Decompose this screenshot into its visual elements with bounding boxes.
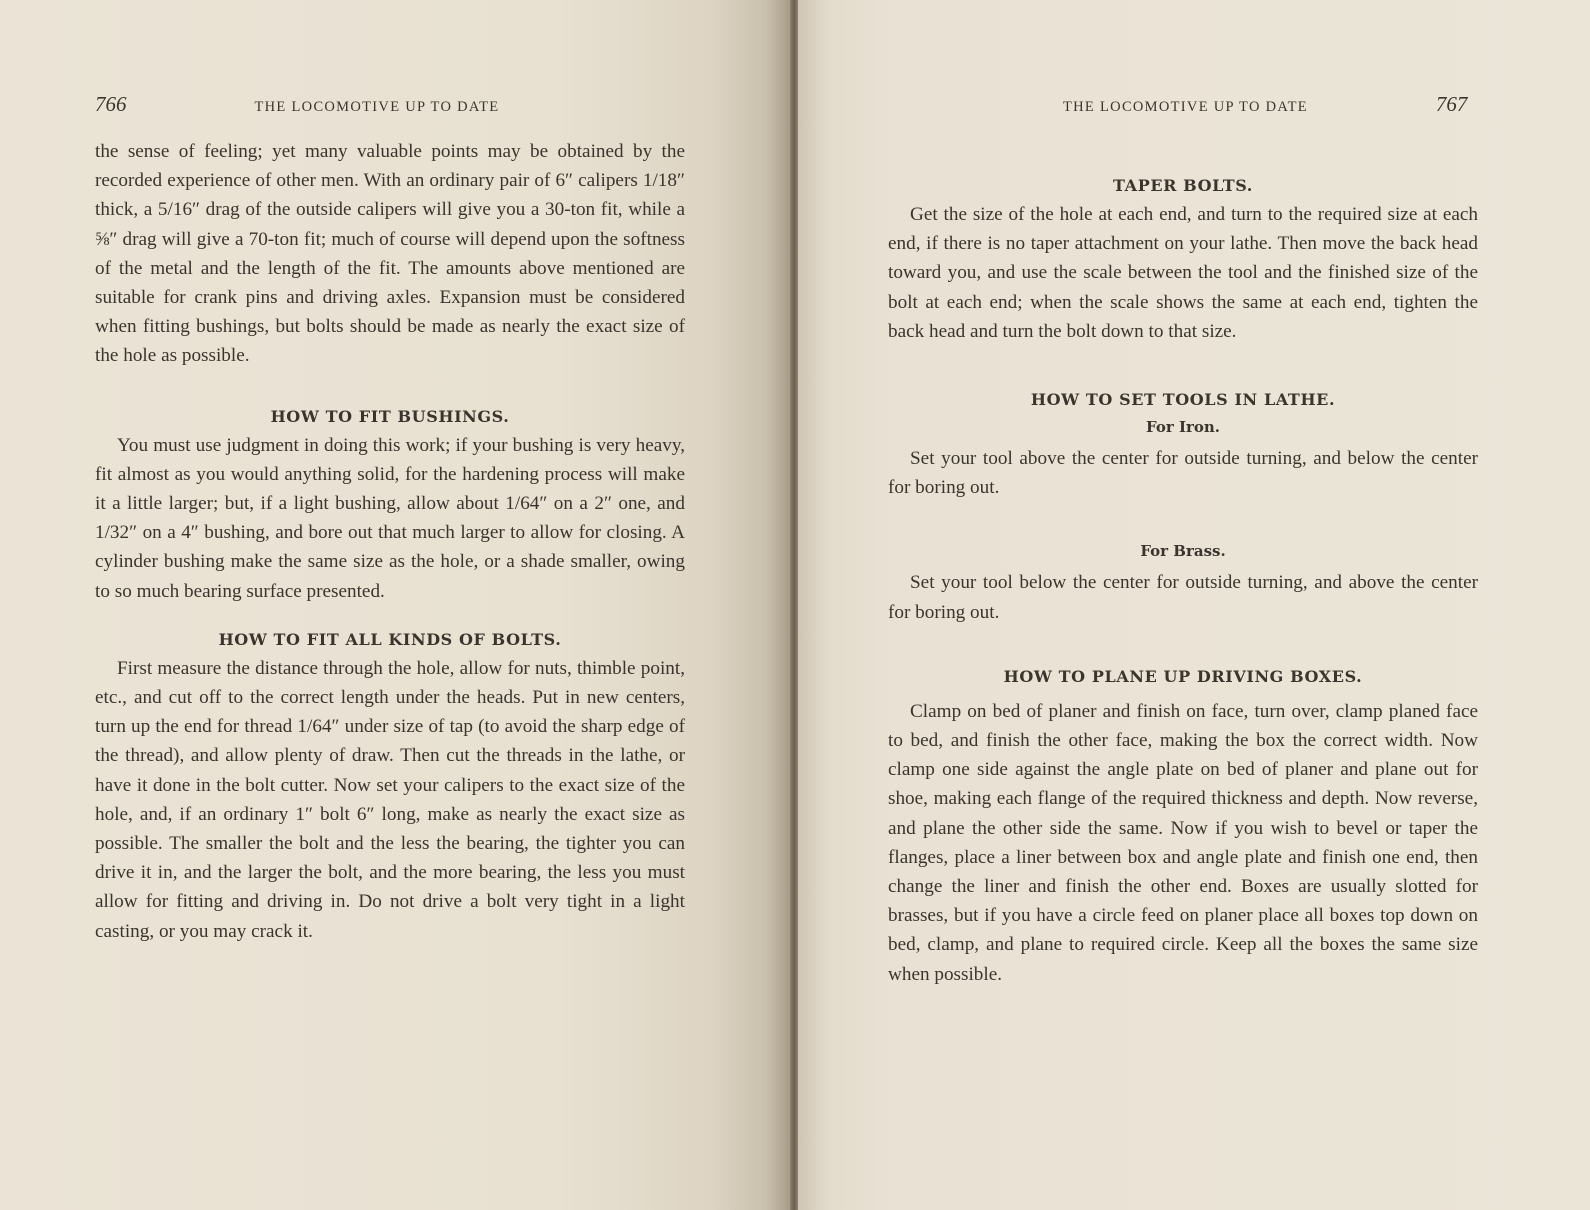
heading-fit-bolts: HOW TO FIT ALL KINDS OF BOLTS. bbox=[218, 629, 562, 649]
paragraph-fit-bushings: You must use judgment in doing this work; if your bushing is very heavy, fit almost as you would anything solid, for the hardening process will make it a little larger; but, if a light bushing, allow about 1/64″ on a 2″ one, and 1/32″ on a 4″ bushing, and bore out that much larger to allow for closing. A cylinder bushing make the same size as the hole, or a shade smaller, owing to so much bearing surface presented. bbox=[95, 434, 685, 602]
right-page-number: 767 bbox=[1435, 92, 1468, 116]
left-page-number: 766 bbox=[95, 92, 127, 116]
heading-set-tools: HOW TO SET TOOLS IN LATHE. bbox=[1030, 390, 1336, 410]
left-running-title: THE LOCOMOTIVE UP TO DATE bbox=[254, 99, 500, 115]
right-running-head bbox=[888, 92, 1488, 122]
left-page bbox=[0, 0, 790, 1210]
left-page-content bbox=[95, 137, 685, 946]
left-running-head bbox=[95, 92, 695, 122]
paragraph-for-brass: Set your tool below the center for outside turning, and above the center for boring out. bbox=[888, 572, 1478, 623]
subheading-for-iron: For Iron. bbox=[1145, 418, 1220, 437]
right-page-content bbox=[888, 172, 1478, 989]
right-running-title: THE LOCOMOTIVE UP TO DATE bbox=[1063, 99, 1308, 115]
paragraph-fit-bolts: First measure the distance through the hole, allow for nuts, thimble point, etc., and cut off to the correct length under the heads. Put in new centers, turn up the end for thread 1/64″ under size of tap (to avoid the sharp edge of the thread), and allow plenty of draw. Then cut the threads in the lathe, or have it done in the bolt cutter. Now set your calipers to the exact size of the hole, and, if an ordinary 1″ bolt 6″ long, make as nearly the exact size as possible. The smaller the bolt and the less the bearing, the tighter you can drive it in, and the larger the bolt, and the more bearing, the less you must allow for fitting and driving in. Do not drive a bolt very tight in a light casting, or you may crack it. bbox=[95, 657, 685, 942]
left-intro-paragraph: the sense of feeling; yet many valuable points may be obtained by the recorded experience of other men. With an ordinary pair of 6″ calipers 1/18″ thick, a 5/16″ drag of the outside calipers will give you a 30-ton fit, while a ⅝″ drag will give a 70-ton fit; much of course will depend upon the softness of the metal and the length of the fit. The amounts above mentioned are suitable for crank pins and driving axles. Expansion must be considered when fitting bushings, but bolts should be made as nearly the exact size of the hole as possible. bbox=[95, 141, 685, 367]
heading-plane-driving-boxes: HOW TO PLANE UP DRIVING BOXES. bbox=[1003, 666, 1363, 686]
paragraph-plane-driving-boxes: Clamp on bed of planer and finish on face, turn over, clamp planed face to bed, and finish the other face, making the box the correct width. Now clamp one side against the angle plate on bed of planer and plane out for shoe, making each flange of the required thickness and depth. Now reverse, and plane the other side the same. Now if you wish to bevel or taper the flanges, place a liner between box and angle plate and finish one end, then change the liner and finish the other end. Boxes are usually slotted for brasses, but if you have a circle feed on planer place all boxes top down on bed, clamp, and plane to required circle. Keep all the boxes the same size when possible. bbox=[888, 700, 1478, 985]
paragraph-for-iron: Set your tool above the center for outside turning, and below the center for boring out. bbox=[888, 448, 1478, 499]
right-page bbox=[798, 0, 1590, 1210]
book-gutter bbox=[790, 0, 798, 1210]
heading-taper-bolts: TAPER BOLTS. bbox=[1113, 176, 1253, 195]
subheading-for-brass: For Brass. bbox=[1140, 542, 1226, 561]
paragraph-taper-bolts: Get the size of the hole at each end, and turn to the required size at each end, if there is no taper attachment on your lathe. Then move the back head toward you, and use the scale between the tool and the finished size of the bolt at each end; when the scale shows the same at each end, tighten the back head and turn the bolt down to that size. bbox=[888, 204, 1478, 342]
heading-fit-bushings: HOW TO FIT BUSHINGS. bbox=[270, 406, 510, 426]
